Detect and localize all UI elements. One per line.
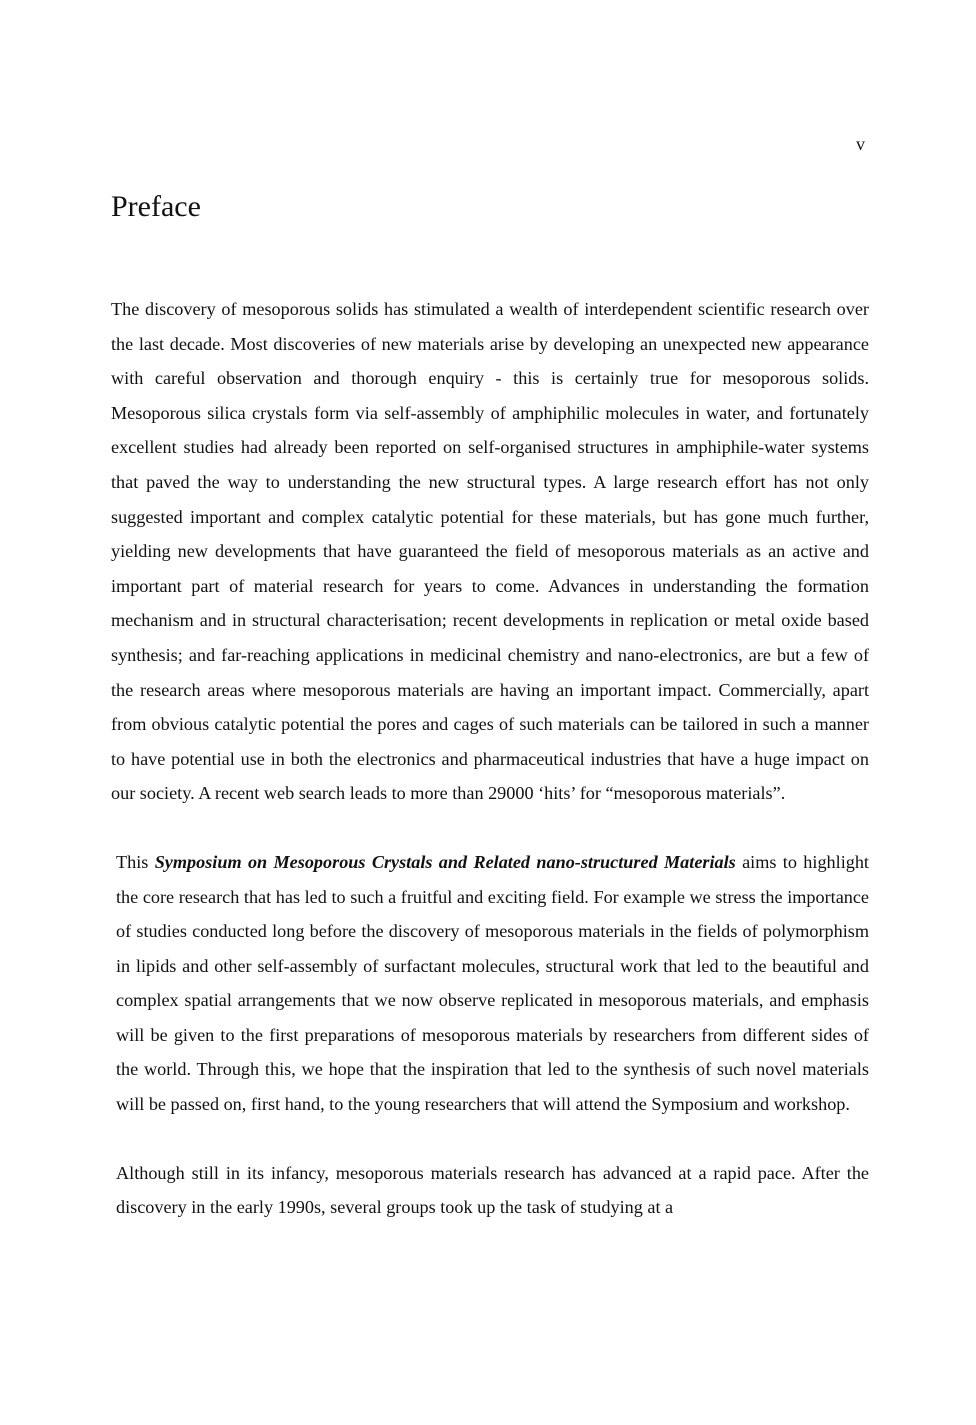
paragraph-3: Although still in its infancy, mesoporous materials research has advanced at a rapid pace. After the discovery in the early 1990s, several groups took up the task of studying at a xyxy=(116,1162,869,1218)
page-title: Preface xyxy=(111,190,201,223)
symposium-title-emphasis: Symposium on Mesoporous Crystals and Related nano-structured Materials xyxy=(154,851,736,872)
paragraph-2-prefix: This xyxy=(116,851,155,872)
paragraph-2 xyxy=(111,845,869,1122)
body-text xyxy=(111,292,869,1225)
paragraph-2-text: aims to highlight the core research that has led to such a fruitful and exciting field. For example we stress the importance of studies conducted long before the discovery of mesoporous materials in the fields of polymorphism in lipids and other self-assembly of surfactant molecules, structural work that led to the beautiful and complex spatial arrangements that we now observe replicated in mesoporous materials, and emphasis will be given to the first preparations of mesoporous materials by researchers from different sides of the world. Through this, we hope that the inspiration that led to the synthesis of such novel materials will be passed on, first hand, to the young researchers that will attend the Symposium and workshop. xyxy=(116,851,869,1115)
page-number: v xyxy=(856,134,865,154)
paragraph-1: The discovery of mesoporous solids has stimulated a wealth of interdependent scientific research over the last decade. Most discoveries of new materials arise by developing an unexpected new appearance with careful observation and thorough enquiry - this is certainly true for mesoporous solids. Mesoporous silica crystals form via self-assembly of amphiphilic molecules in water, and fortunately excellent studies had already been reported on self-organised structures in amphiphile-water systems that paved the way to understanding the new structural types. A large research effort has not only suggested important and complex catalytic potential for these materials, but has gone much further, yielding new developments that have guaranteed the field of mesoporous materials as an active and important part of material research for years to come. Advances in understanding the formation mechanism and in structural characterisation; recent developments in replication or metal oxide based synthesis; and far-reaching applications in medicinal chemistry and nano-electronics, are but a few of the research areas where mesoporous materials are having an important impact. Commercially, apart from obvious catalytic potential the pores and cages of such materials can be tailored in such a manner to have potential use in both the electronics and pharmaceutical industries that have a huge impact on our society. A recent web search leads to more than 29000 ‘hits’ for “mesoporous materials”. xyxy=(111,299,869,804)
